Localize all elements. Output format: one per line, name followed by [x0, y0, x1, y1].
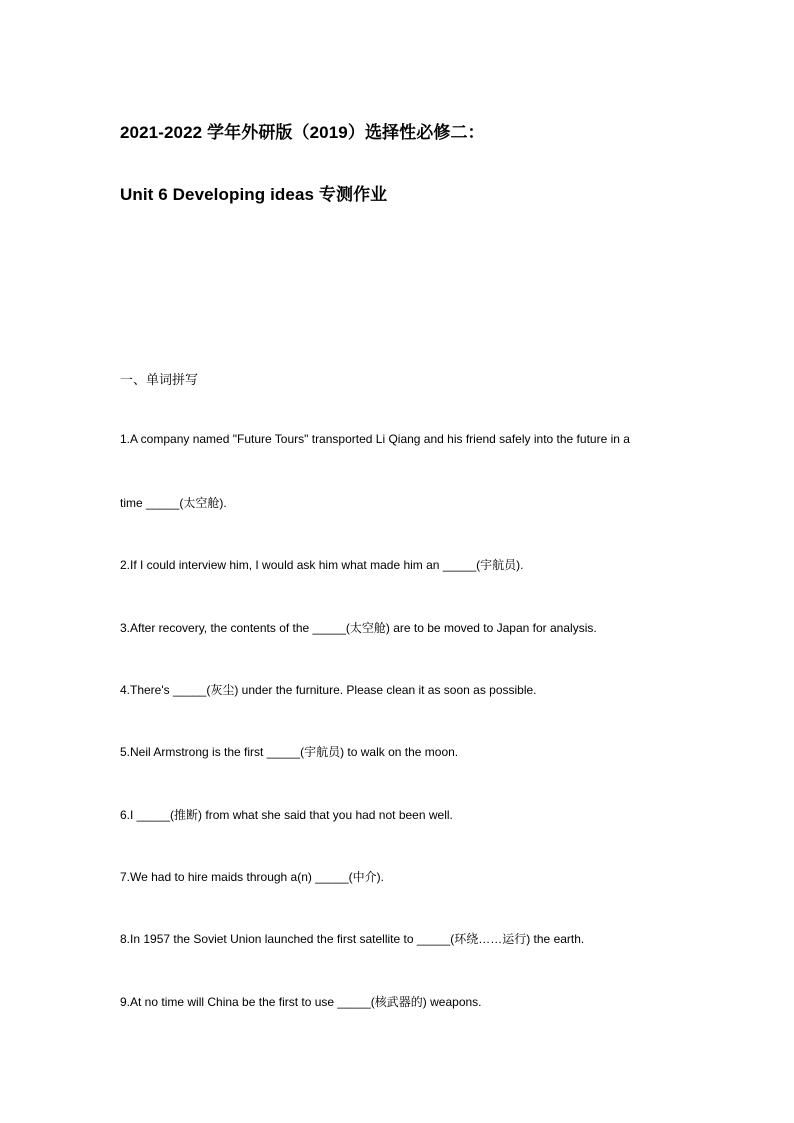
question-line: 4.There's _____(灰尘) under the furniture. Please clean it as soon as possible. — [120, 683, 537, 697]
question-line: 8.In 1957 the Soviet Union launched the first satellite to _____(环绕……运行) the earth. — [120, 932, 585, 946]
question-line: time _____(太空舱). — [120, 496, 227, 510]
question-line: 2.If I could interview him, I would ask him what made him an _____(宇航员). — [120, 558, 524, 572]
document-title: 2021-2022 学年外研版（2019）选择性必修二： — [120, 123, 485, 142]
question-line: 5.Neil Armstrong is the first _____(宇航员) to walk on the moon. — [120, 745, 459, 759]
question-line: 1.A company named "Future Tours" transported Li Qiang and his friend safely into the future in a — [120, 432, 630, 446]
question-line: 3.After recovery, the contents of the _____(太空舱) are to be moved to Japan for analysis. — [120, 621, 597, 635]
section-heading: 一、单词拼写 — [120, 372, 199, 387]
question-line: 9.At no time will China be the first to use _____(核武器的) weapons. — [120, 995, 482, 1009]
question-line: 7.We had to hire maids through a(n) _____(中介). — [120, 870, 384, 884]
document-subtitle: Unit 6 Developing ideas 专测作业 — [120, 185, 388, 204]
question-line: 6.I _____(推断) from what she said that you had not been well. — [120, 808, 453, 822]
